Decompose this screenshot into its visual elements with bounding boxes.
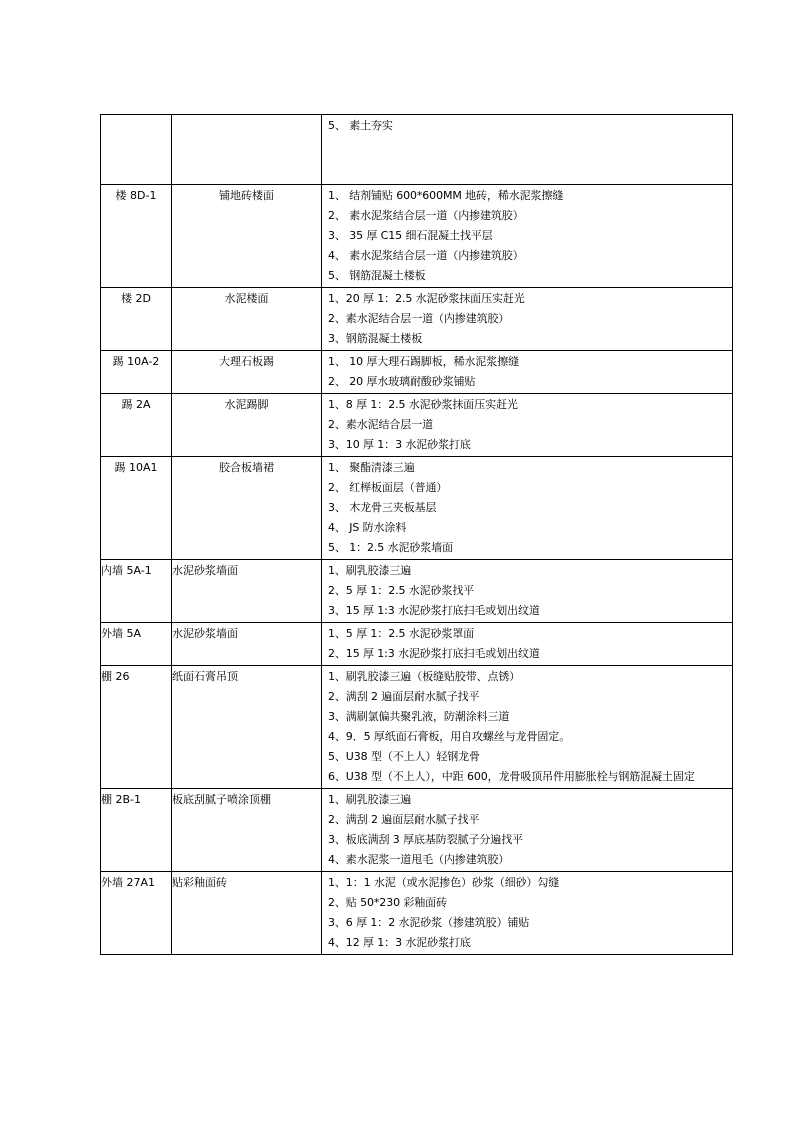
row-steps	[322, 115, 733, 185]
step-item: 1、 结剂铺贴 600*600MM 地砖，稀水泥浆擦缝	[328, 189, 564, 202]
row-steps	[322, 457, 733, 560]
row-code: 棚 2B-1	[101, 789, 172, 872]
row-code: 外墙 5A	[101, 623, 172, 666]
table-row	[101, 394, 733, 457]
row-name	[172, 115, 322, 185]
step-item: 1、刷乳胶漆三遍	[328, 793, 412, 806]
row-steps	[322, 560, 733, 623]
step-item: 2、素水泥结合层一道	[328, 418, 433, 431]
step-item: 4、素水泥浆一道甩毛（内掺建筑胶）	[328, 853, 510, 866]
step-item: 1、1：1 水泥（或水泥掺色）砂浆（细砂）勾缝	[328, 876, 560, 889]
step-item: 2、素水泥结合层一道（内掺建筑胶）	[328, 312, 510, 325]
row-name: 大理石板踢	[172, 351, 322, 394]
step-item: 1、5 厚 1：2.5 水泥砂浆罩面	[328, 627, 475, 640]
step-item: 1、 聚酯清漆三遍	[328, 461, 415, 474]
row-code	[101, 115, 172, 185]
row-steps	[322, 351, 733, 394]
step-item: 2、满刮 2 遍面层耐水腻子找平	[328, 813, 480, 826]
row-steps	[322, 185, 733, 288]
step-item: 1、8 厚 1：2.5 水泥砂浆抹面压实赶光	[328, 398, 518, 411]
row-name: 水泥楼面	[172, 288, 322, 351]
row-name: 胶合板墙裙	[172, 457, 322, 560]
row-steps	[322, 666, 733, 789]
row-code: 楼 8D-1	[101, 185, 172, 288]
step-item: 3、钢筋混凝土楼板	[328, 332, 423, 345]
step-item: 4、9．5 厚纸面石膏板，用自攻螺丝与龙骨固定。	[328, 730, 571, 743]
row-steps	[322, 789, 733, 872]
table-row	[101, 185, 733, 288]
step-item: 4、12 厚 1：3 水泥砂浆打底	[328, 936, 471, 949]
row-name: 水泥踢脚	[172, 394, 322, 457]
step-item: 3、满刷氯偏共聚乳液，防潮涂料三道	[328, 710, 510, 723]
step-item: 3、 35 厚 C15 细石混凝土找平层	[328, 229, 493, 242]
step-item: 1、刷乳胶漆三遍	[328, 564, 412, 577]
step-item: 1、 10 厚大理石踢脚板，稀水泥浆擦缝	[328, 355, 519, 368]
table-row	[101, 288, 733, 351]
step-item: 2、 20 厚水玻璃耐酸砂浆铺贴	[328, 375, 476, 388]
step-item: 5、 素土夯实	[328, 119, 393, 132]
step-item: 2、15 厚 1:3 水泥砂浆打底扫毛或划出纹道	[328, 647, 540, 660]
step-item: 3、6 厚 1：2 水泥砂浆（掺建筑胶）铺贴	[328, 916, 530, 929]
table-row	[101, 115, 733, 185]
step-item: 2、贴 50*230 彩釉面砖	[328, 896, 447, 909]
step-item: 2、满刮 2 遍面层耐水腻子找平	[328, 690, 480, 703]
step-item: 5、 1：2.5 水泥砂浆墙面	[328, 541, 453, 554]
step-item: 5、 钢筋混凝土楼板	[328, 269, 426, 282]
step-item: 3、板底满刮 3 厚底基防裂腻子分遍找平	[328, 833, 523, 846]
step-item: 3、10 厚 1：3 水泥砂浆打底	[328, 438, 471, 451]
row-steps	[322, 623, 733, 666]
row-code: 楼 2D	[101, 288, 172, 351]
step-item: 1、20 厚 1：2.5 水泥砂浆抹面压实赶光	[328, 292, 525, 305]
row-code: 棚 26	[101, 666, 172, 789]
row-name: 贴彩釉面砖	[172, 872, 322, 955]
row-name: 铺地砖楼面	[172, 185, 322, 288]
row-code: 外墙 27A1	[101, 872, 172, 955]
step-item: 4、 JS 防水涂料	[328, 521, 407, 534]
table-row	[101, 623, 733, 666]
spec-table	[100, 114, 733, 955]
step-item: 3、15 厚 1:3 水泥砂浆打底扫毛或划出纹道	[328, 604, 540, 617]
table-row	[101, 789, 733, 872]
table-row	[101, 666, 733, 789]
row-name: 水泥砂浆墙面	[172, 623, 322, 666]
row-name: 板底刮腻子喷涂顶棚	[172, 789, 322, 872]
step-item: 2、5 厚 1：2.5 水泥砂浆找平	[328, 584, 475, 597]
table-row	[101, 351, 733, 394]
step-item: 6、U38 型（不上人），中距 600，龙骨吸顶吊件用膨胀栓与钢筋混凝土固定	[328, 770, 695, 783]
row-code: 踢 10A1	[101, 457, 172, 560]
step-item: 5、U38 型（不上人）轻钢龙骨	[328, 750, 480, 763]
row-name: 水泥砂浆墙面	[172, 560, 322, 623]
step-item: 1、刷乳胶漆三遍（板缝贴胶带、点锈）	[328, 670, 521, 683]
row-steps	[322, 394, 733, 457]
row-code: 踢 10A-2	[101, 351, 172, 394]
row-name: 纸面石膏吊顶	[172, 666, 322, 789]
table-row	[101, 872, 733, 955]
table-row	[101, 457, 733, 560]
row-code: 踢 2A	[101, 394, 172, 457]
step-item: 2、 红榉板面层（普通）	[328, 481, 448, 494]
table-row	[101, 560, 733, 623]
row-steps	[322, 288, 733, 351]
row-steps	[322, 872, 733, 955]
step-item: 3、 木龙骨三夹板基层	[328, 501, 437, 514]
step-item: 2、 素水泥浆结合层一道（内掺建筑胶）	[328, 209, 524, 222]
spec-table-body	[101, 115, 733, 955]
step-item: 4、 素水泥浆结合层一道（内掺建筑胶）	[328, 249, 524, 262]
row-code: 内墙 5A-1	[101, 560, 172, 623]
